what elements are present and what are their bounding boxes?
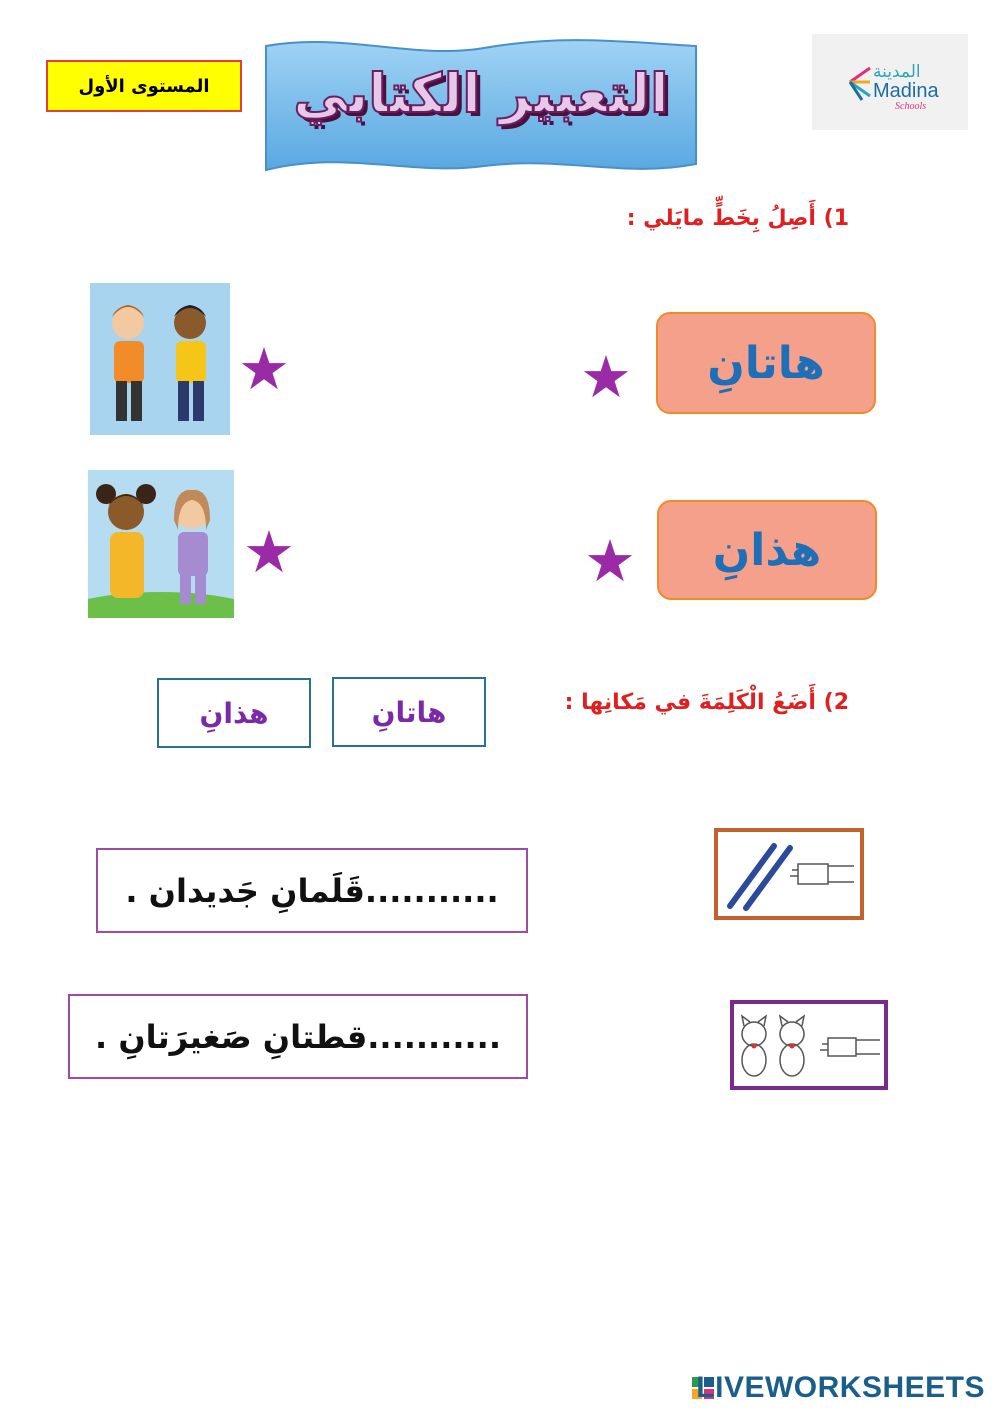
option-hatani[interactable]: هاتانِ [332, 677, 486, 747]
logo-english-text: Madina [873, 80, 939, 102]
logo-sub-text: Schools [895, 101, 927, 112]
logo-arabic-text: المدينة [873, 62, 921, 82]
word-card-hadhani[interactable]: هذانِ [657, 500, 877, 600]
sentence-1-field[interactable]: ...........قَلَمانِ جَديدان . [96, 848, 528, 933]
star-icon[interactable]: ★ [584, 527, 636, 595]
question-2: 2) أَضَعُ الْكَلِمَةَ في مَكانِها : [564, 690, 849, 715]
word-card-hatani[interactable]: هاتانِ [656, 312, 876, 414]
two-pens-icon [714, 828, 864, 920]
star-icon[interactable]: ★ [238, 335, 290, 403]
question-1: 1) أَصِلُ بِخَطٍّ مايَلي : [626, 206, 849, 231]
footer-brand[interactable]: LIVEWORKSHEETS [696, 1371, 985, 1404]
logo-mark-icon [846, 62, 874, 102]
star-icon[interactable]: ★ [580, 343, 632, 411]
option-hadhani[interactable]: هذانِ [157, 678, 311, 748]
two-girls-icon [88, 470, 234, 618]
level-label: المستوى الأول [46, 60, 242, 112]
sentence-2-field[interactable]: ...........قطتانِ صَغيرَتانِ . [68, 994, 528, 1079]
two-cats-icon [730, 1000, 888, 1090]
star-icon[interactable]: ★ [243, 518, 295, 586]
two-boys-icon [90, 283, 230, 435]
page-title: التعبير الكتابي [293, 62, 669, 125]
